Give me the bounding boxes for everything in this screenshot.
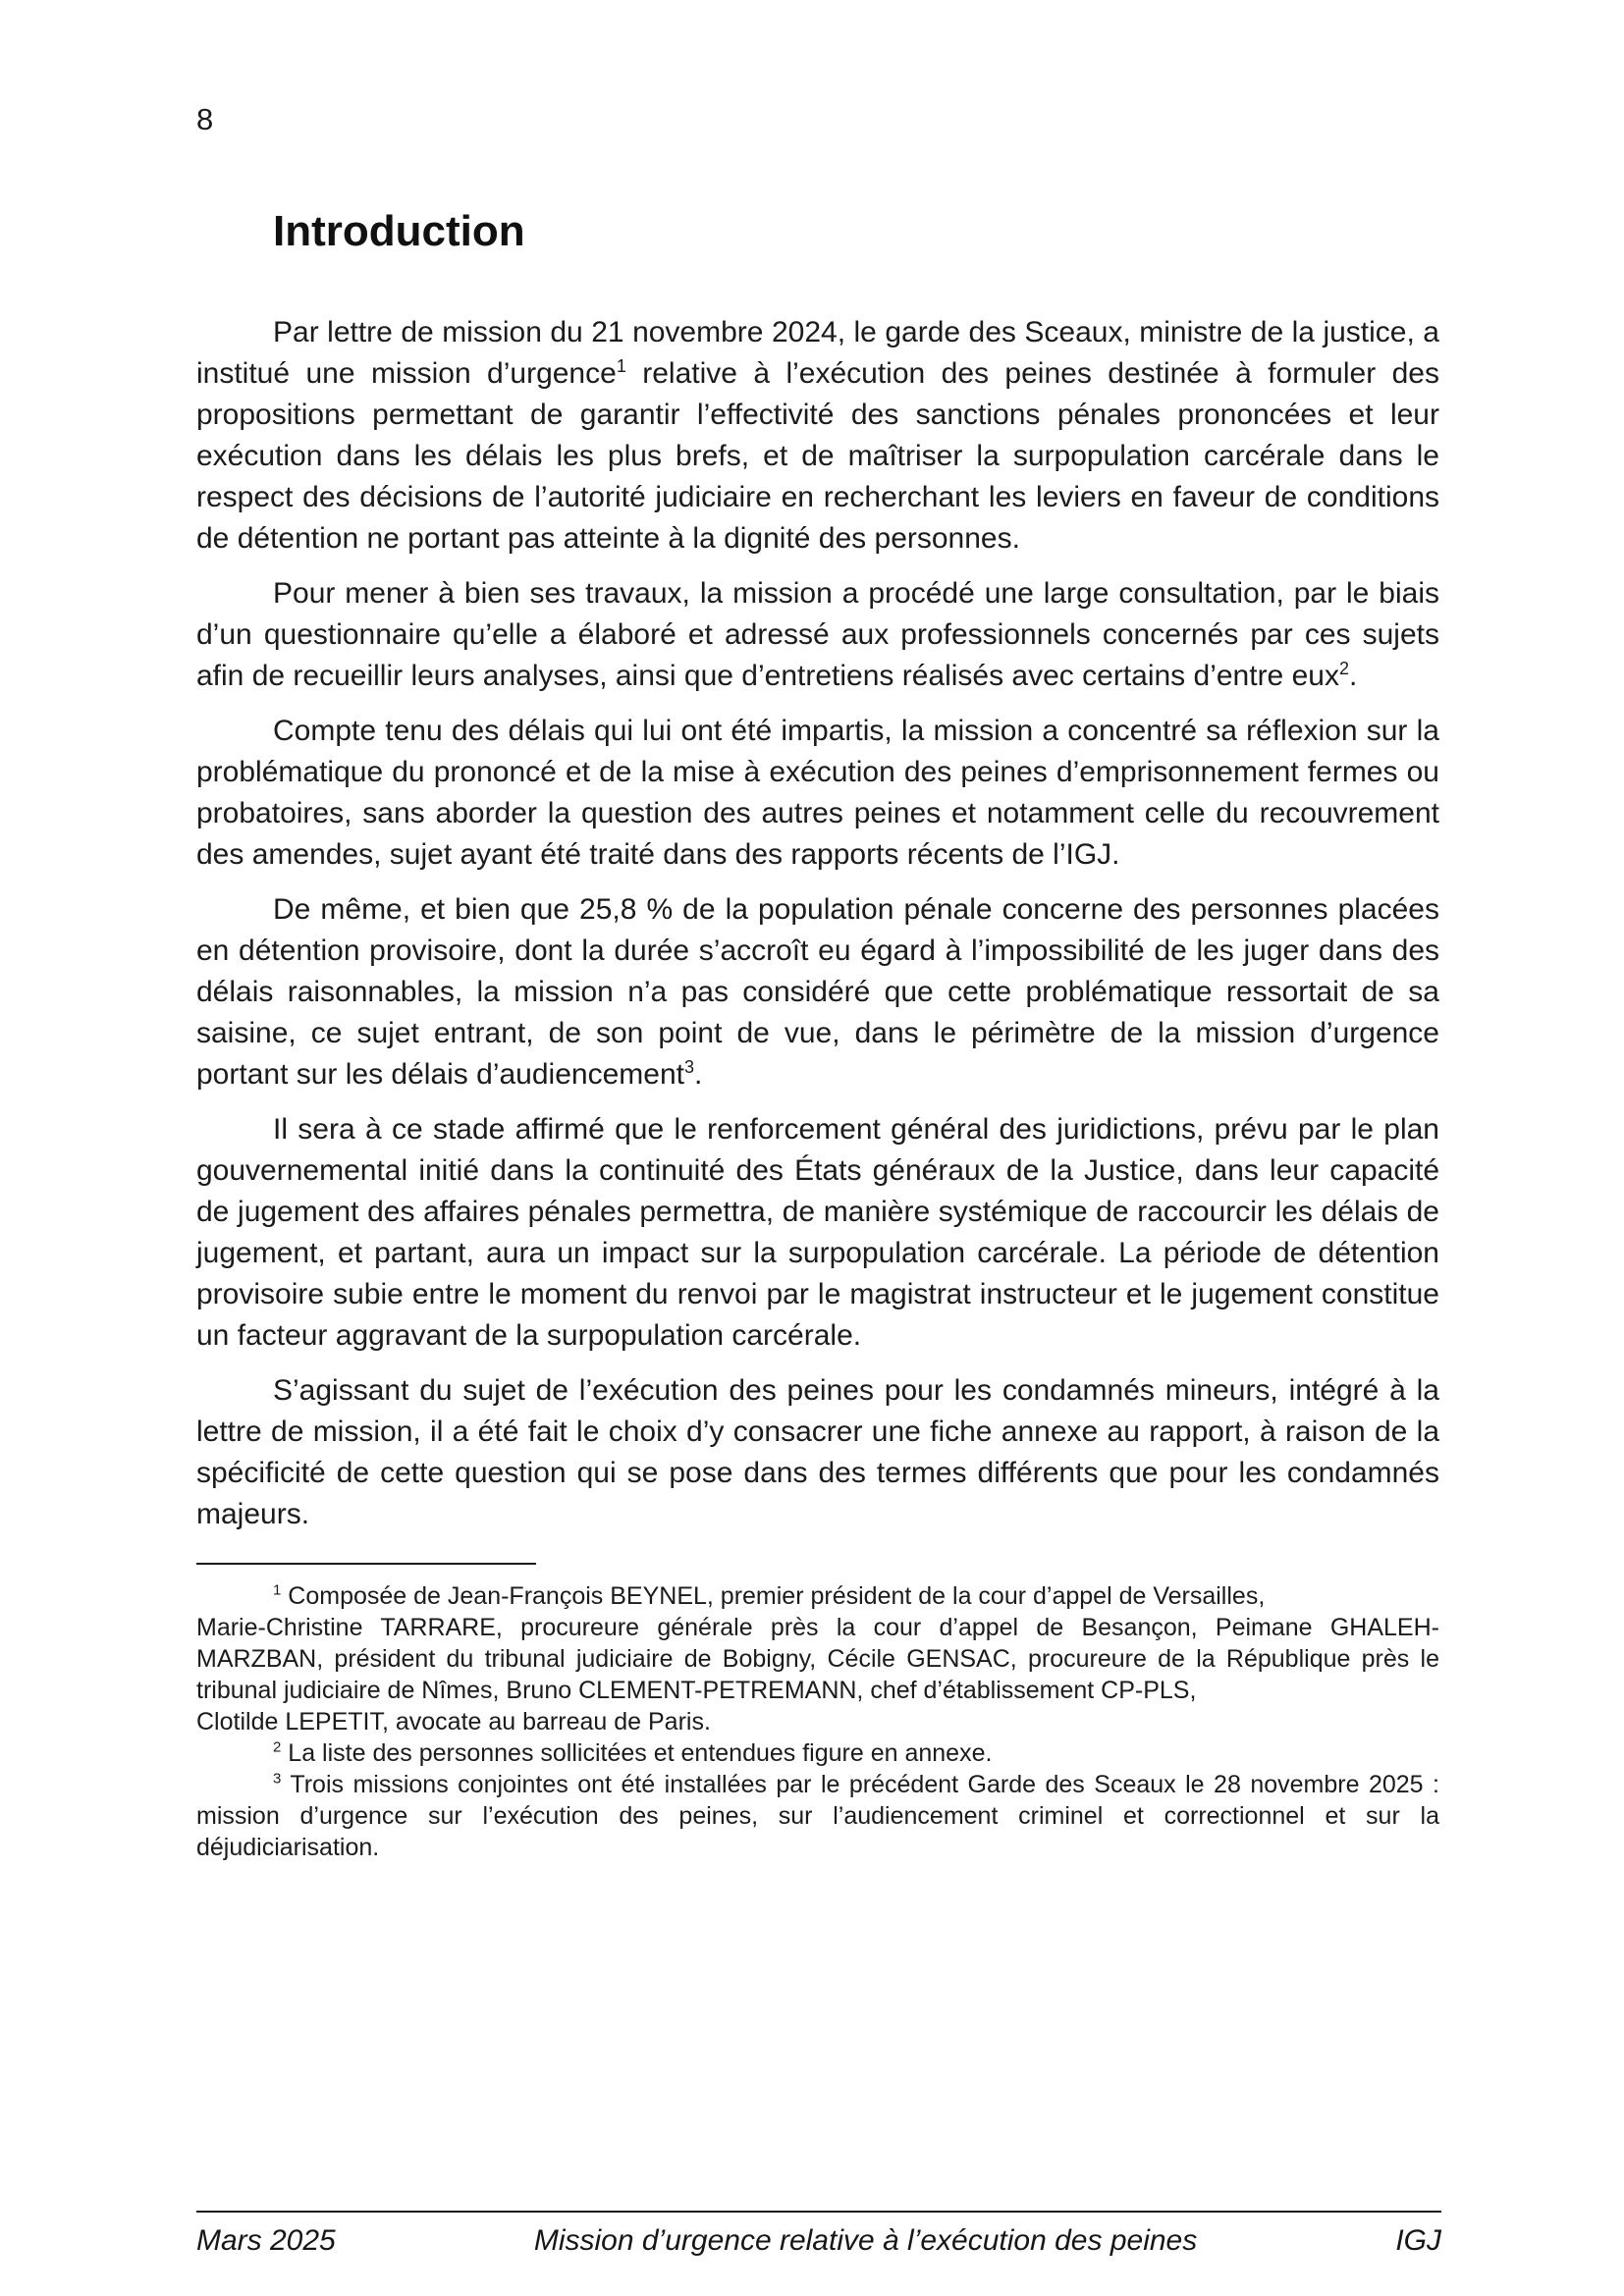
footer-org: IGJ bbox=[1395, 2224, 1441, 2257]
footnote: $^3$ Trois missions conjointes ont été installées par le précédent Garde des Sceaux le 28 novembre 2025 : mission d’urgence sur l’exécution des peines, sur l’audiencement criminel et correctionnel et sur la déjudiciarisation. bbox=[196, 1770, 1440, 1861]
page-footer bbox=[196, 2211, 1441, 2258]
section-title: Introduction bbox=[273, 207, 525, 255]
paragraph: De même, et bien que 25,8 % de la population pénale concerne des personnes placées en détention provisoire, dont la durée s’accroît eu égard à l’impossibilité de les juger dans des délais raisonnables, la mission n’a pas considéré que cette problématique ressortait de sa saisine, ce sujet entrant, de son point de vue, dans le périmètre de la mission d’urgence portant sur les délais d’audiencement$^3$. bbox=[196, 893, 1439, 1091]
footnote: $^2$ La liste des personnes sollicitées et entendues figure en annexe. bbox=[273, 1738, 993, 1767]
footer-report-title: Mission d’urgence relative à l’exécution des peines bbox=[533, 2224, 1198, 2257]
footnote-separator bbox=[196, 1563, 536, 1565]
paragraph: Pour mener à bien ses travaux, la mission a procédé une large consultation, par le biais d’un questionnaire qu’elle a élaboré et adressé aux professionnels concernés par ces sujets afin de recueillir leurs analyses, ainsi que d’entretiens réalisés avec certains d’entre eux$^2$. bbox=[196, 577, 1439, 692]
footnote-ref: 3 bbox=[683, 1057, 694, 1077]
paragraph: S’agissant du sujet de l’exécution des peines pour les condamnés mineurs, intégré à la lettre de mission, il a été fait le choix d’y consacrer une fiche annexe au rapport, à raison de la spécificité de cette question qui se pose dans des termes différents que pour les condamnés majeurs. bbox=[196, 1374, 1439, 1530]
footnotes bbox=[196, 1580, 1439, 1863]
footnote-marker: 1 bbox=[273, 1581, 282, 1599]
paragraph: Compte tenu des délais qui lui ont été impartis, la mission a concentré sa réflexion sur la problématique du prononcé et de la mise à exécution des peines d’emprisonnement fermes ou probatoires, sans aborder la question des autres peines et notamment celle du recouvrement des amendes, sujet ayant été traité dans des rapports récents de l’IGJ. bbox=[196, 715, 1439, 871]
page-number: 8 bbox=[196, 102, 214, 136]
page-content bbox=[196, 0, 1439, 1863]
footnote-ref: 2 bbox=[1338, 659, 1349, 678]
paragraph: Par lettre de mission du 21 novembre 2024, le garde des Sceaux, ministre de la justice, a institué une mission d’urgence$^1$ relative à l’exécution des peines destinée à formuler des propositions permettant de garantir l’effectivité des sanctions pénales prononcées et leur exécution dans les délais les plus brefs, et de maîtriser la surpopulation carcérale dans le respect des décisions de l’autorité judiciaire en recherchant les leviers en faveur de conditions de détention ne portant pas atteinte à la dignité des personnes. bbox=[196, 316, 1439, 555]
footnote: $^1$ Composée de Jean-François BEYNEL, premier président de la cour d’appel de Versailles, Marie-Christine TARRARE, procureure générale près la cour d’appel de Besançon, Peimane GHALEH-MARZBAN, président du tribunal judiciaire de Bobigny, Cécile GENSAC, procureure de la République près le tribunal judiciaire de Nîmes, Bruno CLEMENT-PETREMANN, chef d’établissement CP-PLS, Clotilde LEPETIT, avocate au barreau de Paris. bbox=[196, 1581, 1439, 1735]
footnote-marker: 2 bbox=[273, 1738, 282, 1756]
paragraph: Il sera à ce stade affirmé que le renforcement général des juridictions, prévu par le plan gouvernemental initié dans la continuité des États généraux de la Justice, dans leur capacité de jugement des affaires pénales permettra, de manière systémique de raccourcir les délais de jugement, et partant, aura un impact sur la surpopulation carcérale. La période de détention provisoire subie entre le moment du renvoi par le magistrat instructeur et le jugement constitue un facteur aggravant de la surpopulation carcérale. bbox=[196, 1113, 1439, 1352]
body-text bbox=[196, 312, 1439, 1535]
footer-date: Mars 2025 bbox=[196, 2224, 336, 2257]
footnote-marker: 3 bbox=[273, 1770, 282, 1788]
footnote-ref: 1 bbox=[616, 356, 626, 376]
